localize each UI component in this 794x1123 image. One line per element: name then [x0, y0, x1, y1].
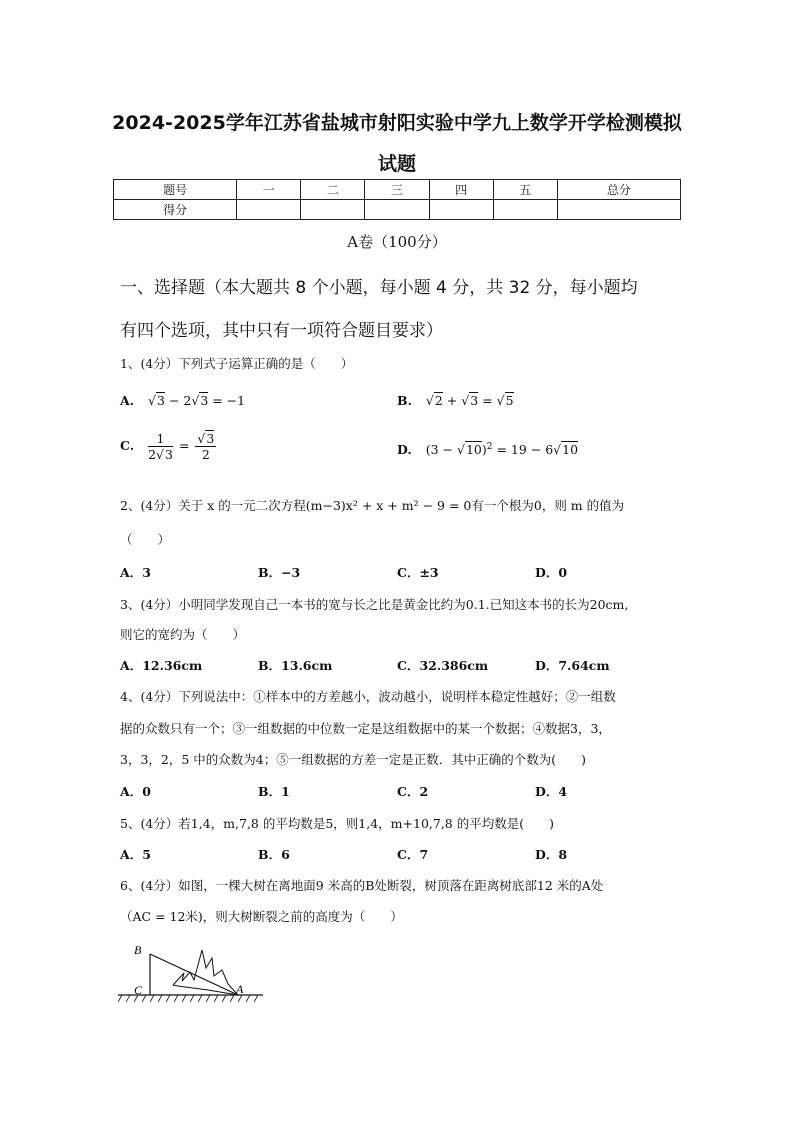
q1-option-c-fraction-right: $\frac{√3}{2}$ — [197, 431, 215, 462]
q1-option-d-math: $(3 - √10)^2 = 19 - 6√10$ — [425, 442, 579, 458]
q4-stem-line3: 3，3，2，5 中的众数为4；⑤一组数据的方差一定是正数．其中正确的个数为( ) — [120, 752, 586, 767]
score-cell — [237, 200, 301, 220]
exam-title-line1: 2024-2025学年江苏省盐城市射阳实验中学九上数学开学检测模拟 — [112, 112, 682, 134]
fig-label-b: B — [134, 943, 142, 957]
q4-option-b: B．1 — [258, 784, 290, 799]
q1-option-b-label: B. — [397, 393, 412, 408]
section-a-heading: A卷（100分） — [347, 233, 447, 251]
score-cell — [429, 200, 493, 220]
q2-stem-line2: （ ） — [120, 532, 171, 547]
fallen-crown — [173, 950, 238, 995]
q1-option-d-label: D. — [397, 442, 412, 458]
q2-option-d: D．0 — [535, 565, 568, 580]
part1-heading-line1: 一、选择题（本大题共 8 个小题，每小题 4 分，共 32 分，每小题均 — [120, 278, 638, 298]
broken-segment-ba — [150, 954, 238, 995]
q5-option-c: C．7 — [397, 847, 429, 862]
q1-option-c-fraction-left: $\frac{1}{2√3}$ — [148, 431, 173, 462]
score-cell — [365, 200, 429, 220]
score-header-cell: 五 — [493, 180, 557, 200]
q1-option-a-label: A. — [120, 393, 135, 408]
q4-stem-line1: 4、(4分）下列说法中：①样本中的方差越小，波动越小，说明样本稳定性越好；②一组数 — [120, 689, 616, 704]
score-row-label: 得分 — [114, 200, 237, 220]
fig-label-c: C — [134, 983, 143, 997]
q2-option-a: A．3 — [120, 565, 151, 580]
score-header-cell: 三 — [365, 180, 429, 200]
q1-stem: 1、(4分）下列式子运算正确的是（ ） — [120, 356, 354, 371]
score-cell — [493, 200, 557, 220]
q3-option-a: A．12.36cm — [120, 658, 203, 673]
score-table-header-row — [114, 180, 681, 200]
score-header-cell: 四 — [429, 180, 493, 200]
q5-stem: 5、(4分）若1,4，m,7,8 的平均数是5，则1,4，m+10,7,8 的平均数是( ) — [120, 816, 554, 831]
q3-option-b: B．13.6cm — [258, 658, 333, 673]
fig-label-a: A — [236, 982, 244, 996]
q4-option-c: C．2 — [397, 784, 429, 799]
q1-option-c: C. $\frac{1}{2√3}$ = $\frac{√3}{2}$ — [120, 431, 215, 462]
q3-stem-line1: 3、(4分）小明同学发现自己一本书的宽与长之比是黄金比约为0.1.已知这本书的长为20cm, — [120, 597, 629, 612]
q1-option-a — [120, 393, 245, 408]
q2-stem-line1: 2、(4分）关于 x 的一元二次方程(m−3)x² + x + m² − 9 = 0有一个根为0，则 m 的值为 — [120, 498, 625, 513]
score-table — [113, 179, 681, 220]
q1-option-d — [397, 442, 578, 457]
score-header-cell: 总分 — [557, 180, 680, 200]
q1-option-b — [397, 393, 514, 408]
score-cell — [301, 200, 365, 220]
q2-option-b: B．−3 — [258, 565, 301, 580]
broken-tree-figure — [118, 940, 268, 1010]
q2-option-c: C．±3 — [397, 565, 439, 580]
q5-option-b: B．6 — [258, 847, 290, 862]
q3-stem-line2: 则它的宽约为（ ） — [120, 627, 246, 642]
score-header-cell: 一 — [237, 180, 301, 200]
exam-title-line2: 试题 — [377, 153, 416, 175]
q5-option-a: A．5 — [120, 847, 151, 862]
q1-option-a-math: √3 − 2√3 = −1 — [148, 393, 246, 408]
q6-stem-line1: 6、(4分）如图，一棵大树在离地面9 米高的B处断裂，树顶落在距离树底部12 米的A处 — [120, 878, 604, 893]
q4-stem-line2: 据的众数只有一个；③一组数据的中位数一定是这组数据中的某一个数据；④数据3，3， — [120, 721, 611, 736]
q1-option-b-math: √2 + √3 = √5 — [425, 393, 514, 408]
q3-option-d: D．7.64cm — [535, 658, 610, 673]
score-header-cell: 二 — [301, 180, 365, 200]
score-header-cell: 题号 — [114, 180, 237, 200]
part1-heading-line2: 有四个选项，其中只有一项符合题目要求） — [120, 321, 443, 341]
q4-option-a: A．0 — [120, 784, 151, 799]
q3-option-c: C．32.386cm — [397, 658, 489, 673]
q5-option-d: D．8 — [535, 847, 568, 862]
score-table-score-row — [114, 200, 681, 220]
score-cell — [557, 200, 680, 220]
q1-option-c-label: C. — [120, 438, 135, 453]
q4-option-d: D．4 — [535, 784, 568, 799]
q6-stem-line2: （AC = 12米)，则大树断裂之前的高度为（ ） — [120, 909, 403, 924]
